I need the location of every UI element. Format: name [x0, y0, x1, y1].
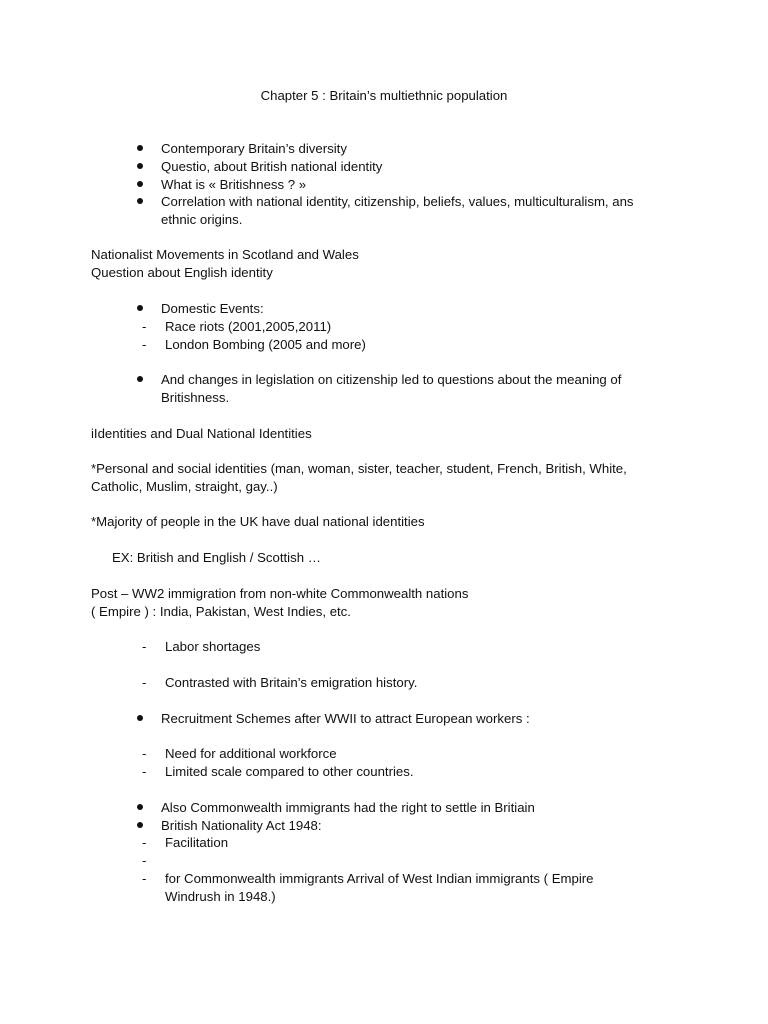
dash-icon: -	[142, 319, 147, 334]
dash-item-continuation: Windrush in 1948.)	[165, 889, 276, 904]
list-item-continuation: Britishness.	[161, 390, 230, 405]
list-item: Contemporary Britain’s diversity	[161, 141, 347, 156]
bullet-icon	[137, 198, 143, 204]
dash-item: Labor shortages	[165, 639, 261, 654]
list-item: Recruitment Schemes after WWII to attract European workers :	[161, 711, 530, 726]
example-line: EX: British and English / Scottish …	[112, 550, 321, 565]
dash-icon: -	[142, 764, 147, 779]
paragraph-line: Catholic, Muslim, straight, gay..)	[91, 479, 278, 494]
list-item: Domestic Events:	[161, 301, 264, 316]
list-item: British Nationality Act 1948:	[161, 818, 322, 833]
bullet-icon	[137, 715, 143, 721]
dash-item: Need for additional workforce	[165, 746, 337, 761]
bullet-icon	[137, 822, 143, 828]
bullet-icon	[137, 145, 143, 151]
dash-icon: -	[142, 337, 147, 352]
section-heading: iIdentities and Dual National Identities	[91, 426, 312, 441]
list-item: Also Commonwealth immigrants had the right to settle in Britiain	[161, 800, 535, 815]
bullet-icon	[137, 305, 143, 311]
dash-icon: -	[142, 639, 147, 654]
dash-item: Facilitation	[165, 835, 229, 850]
dash-icon: -	[142, 675, 147, 690]
dash-item: for Commonwealth immigrants Arrival of West Indian immigrants ( Empire	[165, 871, 594, 886]
bullet-icon	[137, 163, 143, 169]
dash-icon: -	[142, 835, 147, 850]
list-item: Correlation with national identity, citizenship, beliefs, values, multiculturalism, ans	[161, 194, 634, 209]
bullet-icon	[137, 804, 143, 810]
paragraph-line: Question about English identity	[91, 265, 273, 280]
bullet-icon	[137, 376, 143, 382]
paragraph-line: Nationalist Movements in Scotland and Wales	[91, 247, 359, 262]
dash-icon: -	[142, 871, 147, 886]
list-item: Questio, about British national identity	[161, 159, 383, 174]
dash-icon: -	[142, 746, 147, 761]
paragraph-line: ( Empire ) : India, Pakistan, West Indies, etc.	[91, 604, 351, 619]
list-item-continuation: ethnic origins.	[161, 212, 243, 227]
dash-item: London Bombing (2005 and more)	[165, 337, 366, 352]
paragraph-line: *Majority of people in the UK have dual national identities	[91, 514, 425, 529]
list-item: And changes in legislation on citizenship led to questions about the meaning of	[161, 372, 622, 387]
list-item: What is « Britishness ? »	[161, 177, 307, 192]
dash-item: Limited scale compared to other countries.	[165, 764, 414, 779]
dash-icon: -	[142, 853, 147, 868]
page-title: Chapter 5 : Britain’s multiethnic population	[260, 88, 508, 103]
paragraph-line: *Personal and social identities (man, woman, sister, teacher, student, French, British, White,	[91, 461, 627, 476]
dash-item: Contrasted with Britain’s emigration history.	[165, 675, 418, 690]
dash-item: Race riots (2001,2005,2011)	[165, 319, 332, 334]
paragraph-line: Post – WW2 immigration from non-white Commonwealth nations	[91, 586, 469, 601]
bullet-icon	[137, 181, 143, 187]
